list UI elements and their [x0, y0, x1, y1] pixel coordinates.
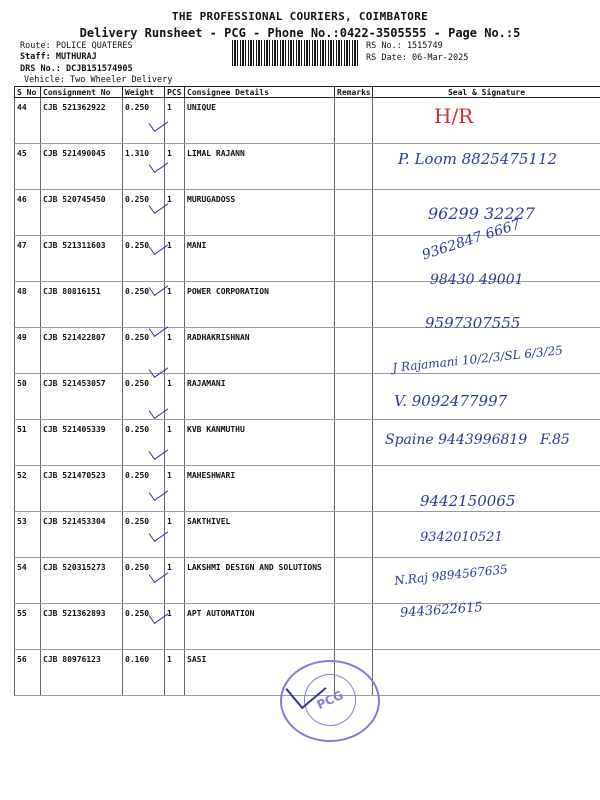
handwritten-note: 9442150065 [420, 492, 516, 510]
cell-remarks [335, 512, 373, 558]
staff-label: Staff: MUTHURAJ [20, 52, 97, 62]
table-row [15, 374, 600, 420]
table-row [15, 604, 600, 650]
cell-consignee: MAHESHWARI [185, 466, 335, 512]
cell-pcs: 1 [165, 558, 185, 604]
cell-consignee: UNIQUE [185, 98, 335, 144]
cell-consignment-no: CJB 521453057 [41, 374, 123, 420]
vehicle-label: Vehicle: Two Wheeler Delivery [24, 75, 173, 85]
cell-sno: 53 [15, 512, 41, 558]
cell-consignment-no: CJB 521470523 [41, 466, 123, 512]
cell-remarks [335, 190, 373, 236]
cell-consignment-no: CJB 521311603 [41, 236, 123, 282]
cell-weight: 0.250 [123, 420, 165, 466]
cell-consignment-no: CJB 521490045 [41, 144, 123, 190]
cell-weight: 0.250 [123, 466, 165, 512]
cell-pcs: 1 [165, 190, 185, 236]
cell-consignee: LIMAL RAJANN [185, 144, 335, 190]
cell-consignment-no: CJB 80816151 [41, 282, 123, 328]
cell-weight: 0.250 [123, 604, 165, 650]
cell-consignee: SASI [185, 650, 335, 696]
cell-weight: 0.250 [123, 98, 165, 144]
cell-weight: 0.250 [123, 374, 165, 420]
table-row [15, 512, 600, 558]
col-consignee: Consignee Details [185, 87, 335, 98]
cell-remarks [335, 420, 373, 466]
cell-consignee: MURUGADOSS [185, 190, 335, 236]
cell-weight: 0.250 [123, 190, 165, 236]
handwritten-note: P. Loom 8825475112 [398, 150, 558, 168]
col-remarks: Remarks [335, 87, 373, 98]
cell-consignment-no: CJB 521362893 [41, 604, 123, 650]
handwritten-note: 98430 49001 [430, 272, 524, 288]
cell-sno: 44 [15, 98, 41, 144]
cell-weight: 0.250 [123, 328, 165, 374]
cell-pcs: 1 [165, 282, 185, 328]
cell-consignment-no: CJB 521362922 [41, 98, 123, 144]
cell-consignee: MANI [185, 236, 335, 282]
cell-remarks [335, 328, 373, 374]
cell-signature [373, 98, 600, 144]
cell-sno: 51 [15, 420, 41, 466]
handwritten-note: N.Raj 9894567635 [393, 562, 509, 588]
cell-remarks [335, 144, 373, 190]
company-title: THE PROFESSIONAL COURIERS, COIMBATORE [171, 10, 429, 23]
col-consignment: Consignment No [41, 87, 123, 98]
handwritten-note: H/R [434, 104, 474, 128]
runsheet-title: Delivery Runsheet - PCG - Phone No.:0422-3505555 - Page No.:5 [79, 26, 521, 40]
cell-weight: 1.310 [123, 144, 165, 190]
drs-number: DRS No.: DCJB151574905 [20, 64, 133, 74]
rs-number: RS No.: 1515749 [366, 41, 443, 51]
cell-remarks [335, 466, 373, 512]
col-sno: S No [15, 87, 41, 98]
barcode [232, 40, 358, 66]
cell-consignment-no: CJB 521405339 [41, 420, 123, 466]
seal-label: PCG [295, 665, 364, 734]
rs-date: RS Date: 06-Mar-2025 [366, 53, 469, 63]
handwritten-note: 96299 32227 [428, 204, 535, 223]
cell-consignee: SAKTHIVEL [185, 512, 335, 558]
cell-consignee: APT AUTOMATION [185, 604, 335, 650]
cell-weight: 0.250 [123, 282, 165, 328]
cell-weight: 0.250 [123, 512, 165, 558]
col-pcs: PCS [165, 87, 185, 98]
table-row [15, 98, 600, 144]
cell-pcs: 1 [165, 374, 185, 420]
handwritten-note: 9342010521 [420, 530, 503, 545]
col-signature: Seal & Signature [373, 87, 600, 98]
col-weight: Weight [123, 87, 165, 98]
runsheet-table [14, 86, 600, 696]
cell-consignee: RAJAMANI [185, 374, 335, 420]
cell-consignee: POWER CORPORATION [185, 282, 335, 328]
cell-consignee: KVB KANMUTHU [185, 420, 335, 466]
cell-pcs: 1 [165, 512, 185, 558]
cell-consignment-no: CJB 520315273 [41, 558, 123, 604]
cell-sno: 56 [15, 650, 41, 696]
cell-sno: 50 [15, 374, 41, 420]
cell-pcs: 1 [165, 466, 185, 512]
cell-weight: 0.160 [123, 650, 165, 696]
cell-sno: 48 [15, 282, 41, 328]
cell-sno: 52 [15, 466, 41, 512]
cell-sno: 45 [15, 144, 41, 190]
handwritten-note: 9443622615 [399, 600, 484, 621]
cell-signature [373, 650, 600, 696]
cell-weight: 0.250 [123, 558, 165, 604]
cell-weight: 0.250 [123, 236, 165, 282]
cell-remarks [335, 98, 373, 144]
cell-pcs: 1 [165, 650, 185, 696]
handwritten-note: V. 9092477997 [394, 392, 508, 410]
handwritten-note: J Rajamani 10/2/3/SL 6/3/25 [391, 343, 564, 375]
cell-remarks [335, 604, 373, 650]
cell-remarks [335, 558, 373, 604]
cell-sno: 55 [15, 604, 41, 650]
cell-remarks [335, 282, 373, 328]
handwritten-note: 9597307555 [425, 314, 521, 332]
route-label: Route: POLICE QUATERES [20, 41, 133, 51]
cell-remarks [335, 374, 373, 420]
cell-pcs: 1 [165, 328, 185, 374]
cell-remarks [335, 236, 373, 282]
cell-consignee: RADHAKRISHNAN [185, 328, 335, 374]
cell-pcs: 1 [165, 604, 185, 650]
cell-sno: 47 [15, 236, 41, 282]
cell-pcs: 1 [165, 144, 185, 190]
cell-consignment-no: CJB 520745450 [41, 190, 123, 236]
cell-consignee: LAKSHMI DESIGN AND SOLUTIONS [185, 558, 335, 604]
table-header-row [15, 87, 600, 98]
cell-consignment-no: CJB 521453304 [41, 512, 123, 558]
cell-sno: 54 [15, 558, 41, 604]
cell-pcs: 1 [165, 236, 185, 282]
cell-sno: 49 [15, 328, 41, 374]
cell-sno: 46 [15, 190, 41, 236]
table-row [15, 558, 600, 604]
cell-pcs: 1 [165, 420, 185, 466]
cell-consignment-no: CJB 80976123 [41, 650, 123, 696]
handwritten-note: F.85 [540, 432, 570, 448]
handwritten-note: 9362847 6667 [420, 216, 523, 264]
handwritten-note: Spaine 9443996819 [385, 432, 528, 448]
cell-pcs: 1 [165, 98, 185, 144]
cell-consignment-no: CJB 521422807 [41, 328, 123, 374]
